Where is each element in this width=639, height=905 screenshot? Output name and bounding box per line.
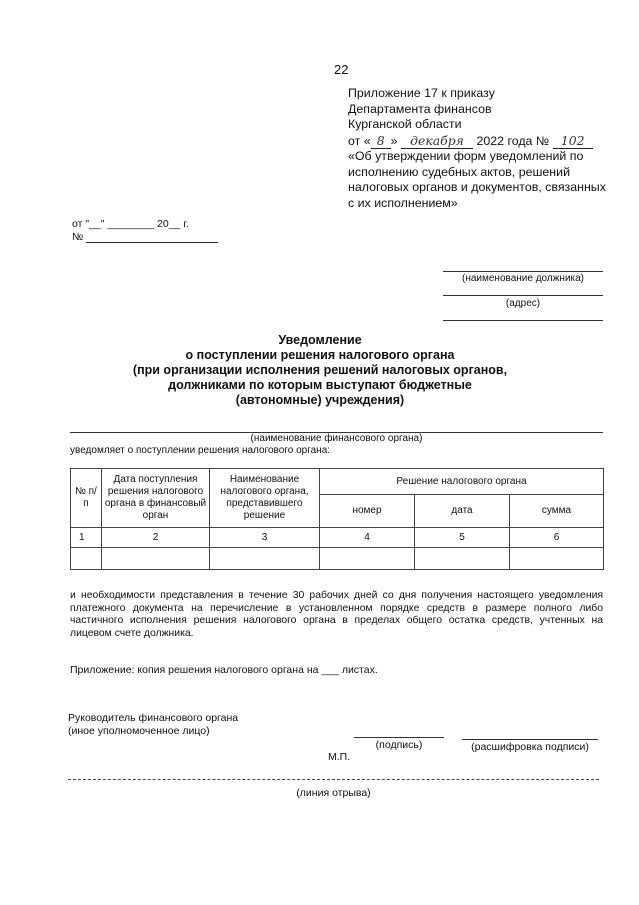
col-header-org: Наименование налогового органа, представившего решение bbox=[210, 469, 320, 528]
address-caption: (адрес) bbox=[505, 298, 541, 309]
signature-caption: (подпись) bbox=[375, 739, 423, 751]
index-cell: 1 bbox=[71, 528, 102, 548]
date-month: декабря bbox=[401, 133, 473, 150]
outgoing-number-field bbox=[86, 242, 218, 243]
empty-cell bbox=[415, 548, 510, 570]
attachment-note: Приложение: копия решения налогового органа на ___ листах. bbox=[70, 664, 378, 676]
address-line-1 bbox=[443, 295, 603, 296]
decision-table bbox=[70, 468, 604, 570]
order-number: 102 bbox=[553, 133, 593, 150]
date-year: 2022 года № bbox=[476, 133, 550, 148]
debtor-name-line bbox=[443, 271, 603, 272]
appendix-line-2: Департамента финансов bbox=[348, 101, 492, 116]
sub-header-number: номер bbox=[320, 495, 415, 528]
empty-cell bbox=[102, 548, 210, 570]
appendix-order-date bbox=[348, 133, 608, 150]
outgoing-date: от "__" ________ 20__ г. bbox=[72, 218, 189, 230]
tear-line bbox=[68, 779, 599, 780]
table-row bbox=[71, 548, 604, 570]
decoding-caption: (расшифровка подписи) bbox=[471, 741, 589, 753]
outgoing-number-label: № bbox=[72, 231, 84, 243]
debtor-caption: (наименование должника) bbox=[461, 273, 585, 284]
title-line-3: (при организации исполнения решений налоговых органов, bbox=[132, 363, 508, 377]
title-line-4: должниками по которым выступают бюджетные bbox=[168, 378, 472, 392]
sub-header-sum: сумма bbox=[510, 495, 604, 528]
appendix-line-3: Курганской области bbox=[348, 117, 462, 131]
col-header-date: Дата поступления решения налогового органа в финансовый орган bbox=[102, 469, 210, 528]
title-line-2: о поступлении решения налогового органа bbox=[185, 348, 455, 362]
signer-block bbox=[68, 712, 238, 737]
signature-line bbox=[354, 737, 444, 738]
appendix-subject: «Об утверждении форм уведомлений по исполнению судебных актов, решений налоговых органов и документов, связанных с их исполнением» bbox=[348, 149, 606, 210]
col-header-decision: Решение налогового органа bbox=[320, 469, 604, 495]
document-title bbox=[100, 333, 540, 408]
appendix-line-1: Приложение 17 к приказу bbox=[348, 86, 495, 100]
signer-line-2: (иное уполномоченное лицо) bbox=[68, 724, 210, 737]
tear-line-caption: (линия отрыва) bbox=[296, 787, 371, 799]
notifies-text: уведомляет о поступлении решения налогового органа: bbox=[70, 445, 331, 456]
title-line-1: Уведомление bbox=[278, 333, 362, 347]
table-row bbox=[71, 528, 604, 548]
index-cell: 3 bbox=[210, 528, 320, 548]
date-mid: » bbox=[390, 133, 398, 148]
col-header-num: № п/п bbox=[71, 469, 102, 528]
body-text: и необходимости представления в течение 30 рабочих дней со дня получения настоящего уведомления платежного документа на перечисление в установленном порядке средств в размере полного либо частичного исполнения решения налогового органа в пределах общего остатка средств, учтенных на лицевом счете должника. bbox=[70, 590, 603, 639]
decoding-line bbox=[462, 739, 598, 740]
date-prefix: от « bbox=[348, 133, 371, 148]
signer-line-1: Руководитель финансового органа bbox=[68, 712, 239, 724]
index-cell: 2 bbox=[102, 528, 210, 548]
index-cell: 6 bbox=[510, 528, 604, 548]
empty-cell bbox=[71, 548, 102, 570]
empty-cell bbox=[210, 548, 320, 570]
outgoing-number bbox=[72, 231, 218, 243]
empty-cell bbox=[510, 548, 604, 570]
empty-cell bbox=[320, 548, 415, 570]
seal-mark: М.П. bbox=[328, 751, 351, 763]
sub-header-date: дата bbox=[415, 495, 510, 528]
date-day: 8 bbox=[371, 133, 391, 150]
page-number: 22 bbox=[334, 62, 349, 77]
finance-org-caption: (наименование финансового органа) bbox=[250, 433, 423, 444]
index-cell: 5 bbox=[415, 528, 510, 548]
address-line-2 bbox=[443, 320, 603, 321]
appendix-block bbox=[348, 86, 608, 211]
index-cell: 4 bbox=[320, 528, 415, 548]
title-line-5: (автономные) учреждения) bbox=[235, 393, 405, 407]
